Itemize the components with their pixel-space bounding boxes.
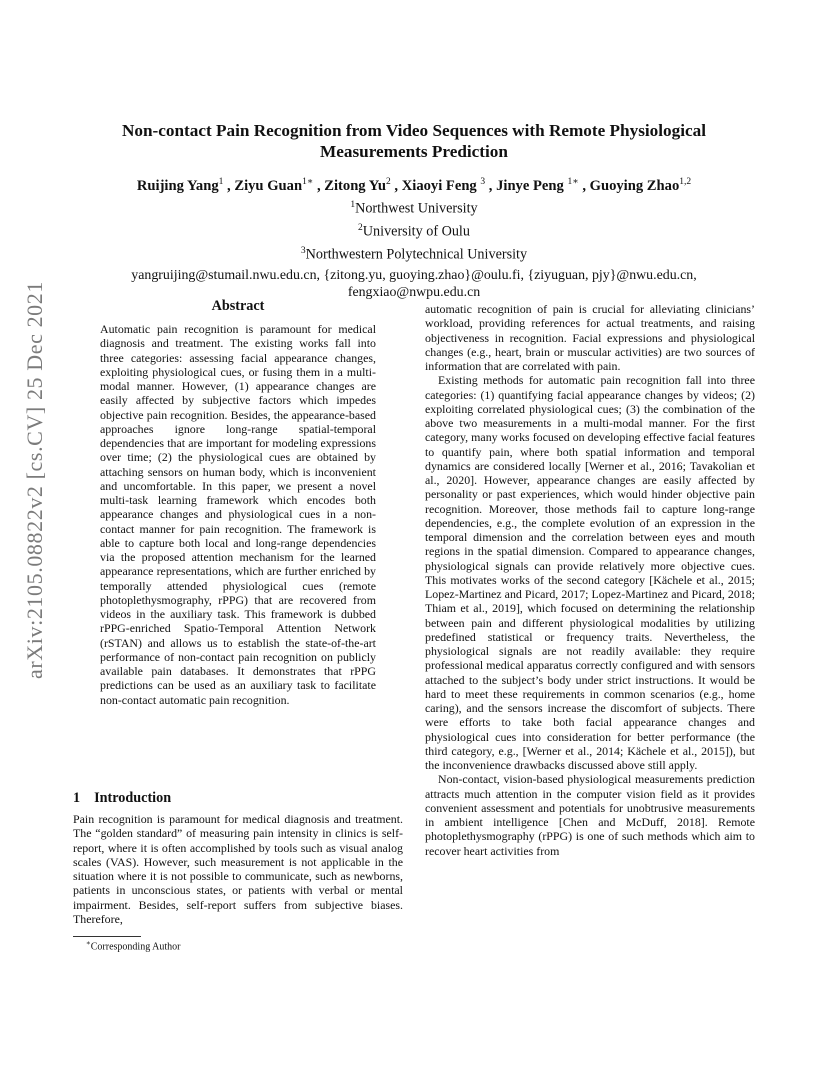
emails-line-2: fengxiao@nwpu.edu.cn xyxy=(347,285,481,301)
arxiv-side-identifier xyxy=(13,281,57,679)
emails-line-1: yangruijing@stumail.nwu.edu.cn, {zitong.yu, guoying.zhao}@oulu.fi, {ziyuguan, pjy}@nwu.edu.cn, xyxy=(131,267,697,283)
paper-title xyxy=(80,120,748,162)
abstract-body xyxy=(100,322,376,707)
right-column-body xyxy=(425,302,755,858)
author-sup: 3 xyxy=(480,177,486,187)
footnote-rule xyxy=(73,936,141,937)
affiliation xyxy=(80,219,748,242)
section-title: Introduction xyxy=(94,790,172,806)
affiliation-name: Northwest University xyxy=(355,200,478,217)
intro-paragraph: Pain recognition is paramount for medical diagnosis and treatment. The “golden standard” of measuring pain intensity in clinics is self-report, where it is often accomplished by tools such as visual analog scales (VAS). However, such measurement is not applicable in the situation where it is not possible to communicate, such as newborns, patients in unconscious states, or patients with verbal or mental impairment. Besides, self-report suffers from subjective biases. Therefore, xyxy=(73,812,403,926)
affiliation-sup: 3 xyxy=(300,246,306,257)
author-list: Ruijing Yang$^1$ , Ziyu Guan$^{1∗}$ , Zitong Yu$^2$ , Xiaoyi Feng $^3$ , Jinye Peng $^{1∗}$ , Guoying Zhao$^{1,2}$ xyxy=(136,177,692,194)
author-emails xyxy=(80,267,748,302)
author-sup: 1∗ xyxy=(567,177,579,187)
affiliation-name: University of Oulu xyxy=(362,223,470,240)
affiliation xyxy=(80,196,748,219)
section-number: 1 xyxy=(73,790,81,806)
affiliation xyxy=(80,242,748,265)
author-sup: 1∗ xyxy=(302,177,314,187)
right-paragraph-2: Existing methods for automatic pain recognition fall into three categories: (1) quantifying facial appearance changes by videos; (2) exploiting correlated physiological cues; (3) the combination of the above two measurements in a multi-modal manner. For the first category, many works focused on developing effective facial features to quantify pain, where both spatial information and temporal dynamics are considered locally [Werner et al., 2016; Tavakolian et al., 2020]. However, appearance changes are easily affected by personality or past experiences, which would hinder objective pain recognition. Moreover, those methods fail to capture long-range dependencies, e.g., the complete evolution of an expression in the temporal dimension and the correlation between eyes and mouth regions in the spatial dimension. Compared to appearance changes, physiological signals can provide relatively more objective cues. This motivates works of the second category [Kächele et al., 2015; Lopez-Martinez and Picard, 2017; Lopez-Martinez and Picard, 2018; Thiam et al., 2019], which focused on determining the relationship between pain and different physiological modalities by utilizing predefined statistical or frequency traits. Nevertheless, the physiological signals are not readily available: they require professional medical apparatus correctly configured and with sensors attached to the subject’s body under strict instructions. It would be hard to meet these requirements in common scenarios (e.g., home caring), and the sensors increase the discomfort of subjects. There were efforts to take both facial appearance changes and physiological cues into consideration for better performance (the third category, e.g., [Werner et al., 2014; Kächele et al., 2015]), but the inconvenience drawbacks discussed above still apply. xyxy=(425,373,755,772)
affiliation-sup: 2 xyxy=(358,223,363,234)
abstract-paragraph: Automatic pain recognition is paramount for medical diagnosis and treatment. The existing works fall into three categories: assessing facial appearance changes, exploiting physiological cues, or fusing them in a multi-modal manner. However, (1) appearance changes are easily affected by subjective factors which impedes objective pain recognition. Besides, the appearance-based approaches ignore long-range spatial-temporal dependencies that are important for modeling expressions over time; (2) the physiological cues are obtained by attaching sensors on human body, which is inconvenient and uncomfortable. In this paper, we present a novel multi-task learning framework which encodes both appearance changes and physiological cues in a non-contact manner for pain recognition. The framework is able to capture both local and long-range dependencies via the proposed attention mechanism for the learned appearance representations, which are further enriched by temporally attended physiological cues (remote photoplethysmography, rPPG) that are recovered from videos in the auxiliary task. This framework is dubbed rPPG-enriched Spatio-Temporal Attention Network (rSTAN) and allows us to establish the state-of-the-art performance of non-contact pain recognition on publicly available pain databases. It demonstrates that rPPG predictions can be used as an auxiliary task to facilitate non-contact automatic pain recognition. xyxy=(100,322,376,707)
author-name: Ruijing Yang xyxy=(136,177,219,194)
footnote-text: Corresponding Author xyxy=(90,941,181,953)
section-heading-introduction xyxy=(73,790,171,807)
abstract-heading: Abstract xyxy=(211,298,265,314)
author-name: Ziyu Guan xyxy=(234,177,303,194)
author-name: Jinye Peng xyxy=(496,177,564,194)
author-sup: 2 xyxy=(386,177,391,187)
title-line-2: Measurements Prediction xyxy=(320,142,508,161)
title-line-1: Non-contact Pain Recognition from Video Sequences with Remote Physiological xyxy=(121,121,706,140)
author-name: Guoying Zhao xyxy=(589,177,680,194)
arxiv-id-text: arXiv:2105.08822v2 [cs.CV] 25 Dec 2021 xyxy=(22,281,47,679)
author-sup: 1 xyxy=(218,177,224,187)
author-name: Zitong Yu xyxy=(324,177,387,194)
footnote xyxy=(86,939,180,952)
author-name: Xiaoyi Feng xyxy=(401,177,477,194)
affiliation-name: Northwestern Polytechnical University xyxy=(305,247,528,264)
introduction-body-left xyxy=(73,812,403,926)
footnote-marker: ∗ xyxy=(86,939,91,947)
right-paragraph-3: Non-contact, vision-based physiological measurements prediction attracts much attention in the computer vision field as it provides convenient assessment and potentials for unobtrusive measurements in ambient intelligence [Chen and McDuff, 2018]. Remote photoplethysmography (rPPG) is one of such methods which aim to recover heart activities from xyxy=(425,772,755,858)
author-sup: 1,2 xyxy=(679,177,692,187)
right-paragraph-1: automatic recognition of pain is crucial for alleviating clinicians’ workload, providing references for actual treatments, and raising objectiveness in recognition. Facial expressions and physiological changes (e.g., heart, brain or muscular activities) are two sources of information that are correlated with pain. xyxy=(425,302,755,373)
affiliation-sup: 1 xyxy=(350,199,356,210)
paper-header xyxy=(80,120,748,302)
